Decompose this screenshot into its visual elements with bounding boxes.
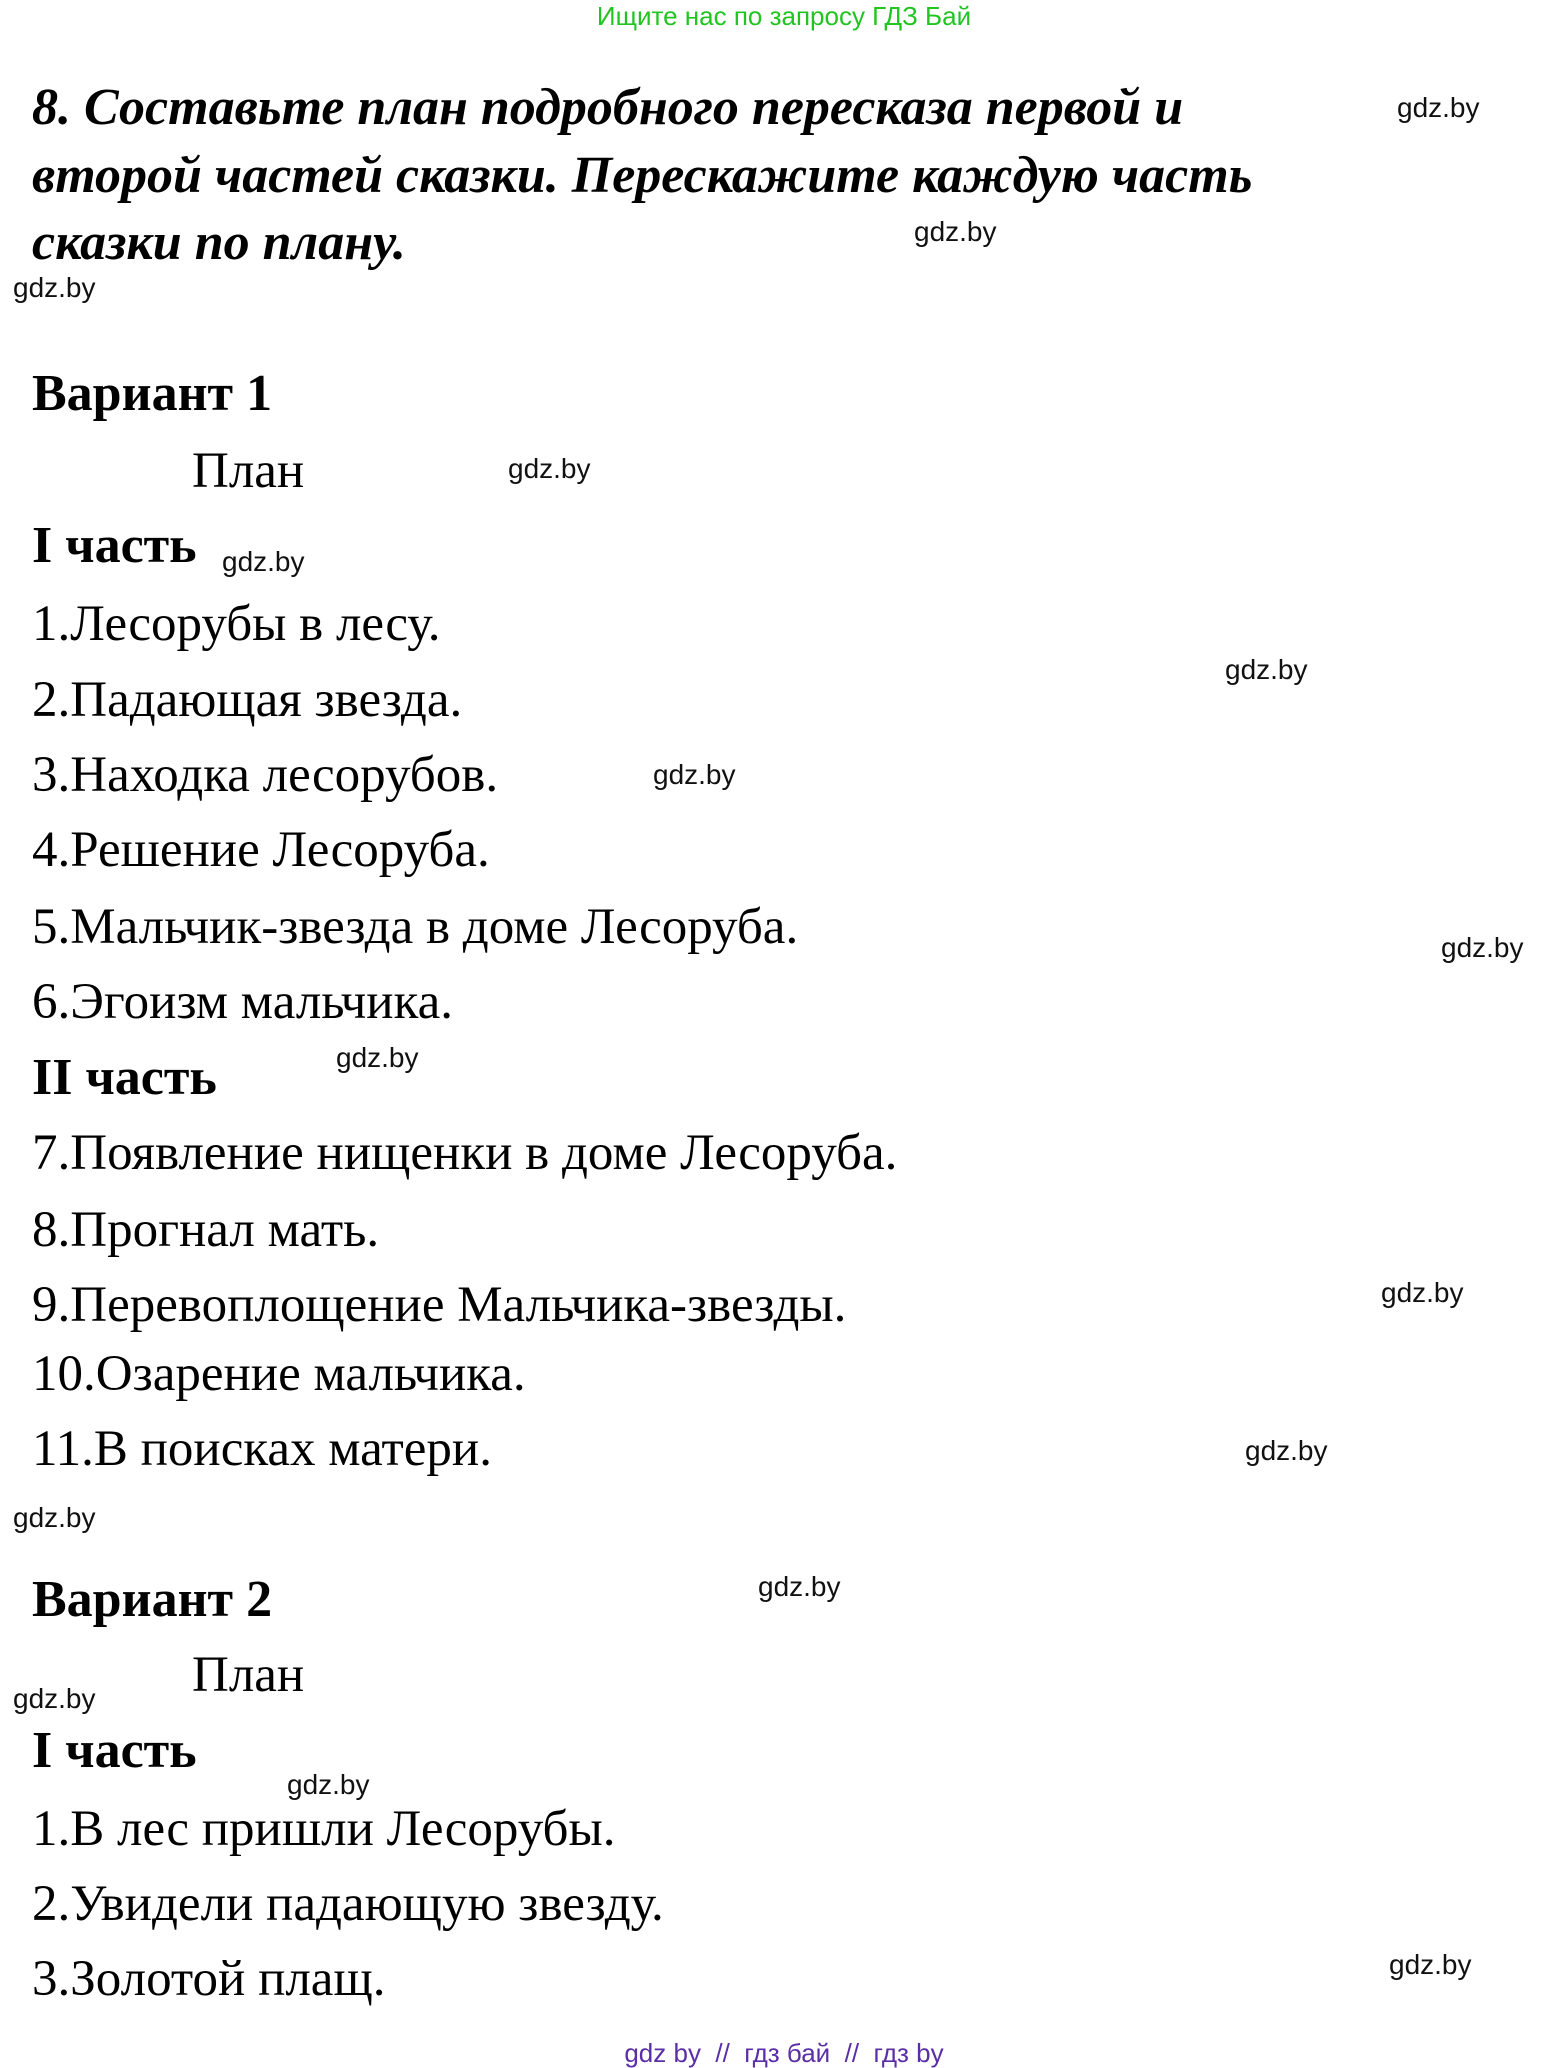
plan-item: 2.Падающая звезда. [32, 672, 463, 728]
plan-item: 6.Эгоизм мальчика. [32, 974, 453, 1030]
watermark: gdz.by [1381, 1277, 1464, 1308]
watermark: gdz.by [758, 1571, 841, 1602]
watermark: gdz.by [653, 759, 736, 790]
plan-item: 1.Лесорубы в лесу. [32, 596, 441, 652]
task-title-line-2: второй частей сказки. Перескажите каждую часть [32, 147, 1253, 204]
search-banner: Ищите нас по запросу ГДЗ Бай [596, 1, 972, 31]
plan-item: 10.Озарение мальчика. [32, 1346, 526, 1402]
watermark: gdz.by [1441, 932, 1524, 963]
plan-item: 4.Решение Лесоруба. [32, 822, 490, 878]
plan-item: 11.В поисках матери. [32, 1421, 492, 1477]
watermark: gdz.by [1397, 92, 1480, 123]
variant-1-part-1-heading: I часть [32, 517, 197, 574]
variant-2-part-1-heading: I часть [32, 1722, 197, 1779]
variant-2-plan-label: План [192, 1647, 305, 1703]
plan-item: 2.Увидели падающую звезду. [32, 1876, 664, 1932]
plan-item: 1.В лес пришли Лесорубы. [32, 1801, 616, 1857]
watermark: gdz.by [13, 272, 96, 303]
plan-item: 3.Находка лесорубов. [32, 747, 499, 803]
task-title-line-3: сказки по плану. [32, 214, 406, 271]
watermark: gdz.by [287, 1769, 370, 1800]
watermark: gdz.by [914, 216, 997, 247]
plan-item: 5.Мальчик-звезда в доме Лесоруба. [32, 899, 799, 955]
watermark: gdz.by [13, 1683, 96, 1714]
variant-1-plan-label: План [192, 443, 305, 499]
watermark: gdz.by [1225, 654, 1308, 685]
variant-1-part-2-heading: II часть [32, 1049, 217, 1106]
watermark: gdz.by [336, 1042, 419, 1073]
variant-2-heading: Вариант 2 [32, 1571, 273, 1628]
watermark: gdz.by [508, 453, 591, 484]
plan-item: 9.Перевоплощение Мальчика-звезды. [32, 1277, 847, 1333]
plan-item: 3.Золотой плащ. [32, 1951, 386, 2007]
watermark: gdz.by [13, 1502, 96, 1533]
watermark: gdz.by [1245, 1435, 1328, 1466]
watermark: gdz.by [222, 546, 305, 577]
watermark: gdz.by [1389, 1949, 1472, 1980]
footer-links: gdz by // гдз бай // гдз by [624, 2038, 944, 2068]
plan-item: 8.Прогнал мать. [32, 1202, 380, 1258]
task-title-line-1: 8. Составьте план подробного пересказа первой и [32, 79, 1184, 136]
variant-1-heading: Вариант 1 [32, 365, 273, 422]
plan-item: 7.Появление нищенки в доме Лесоруба. [32, 1125, 898, 1181]
